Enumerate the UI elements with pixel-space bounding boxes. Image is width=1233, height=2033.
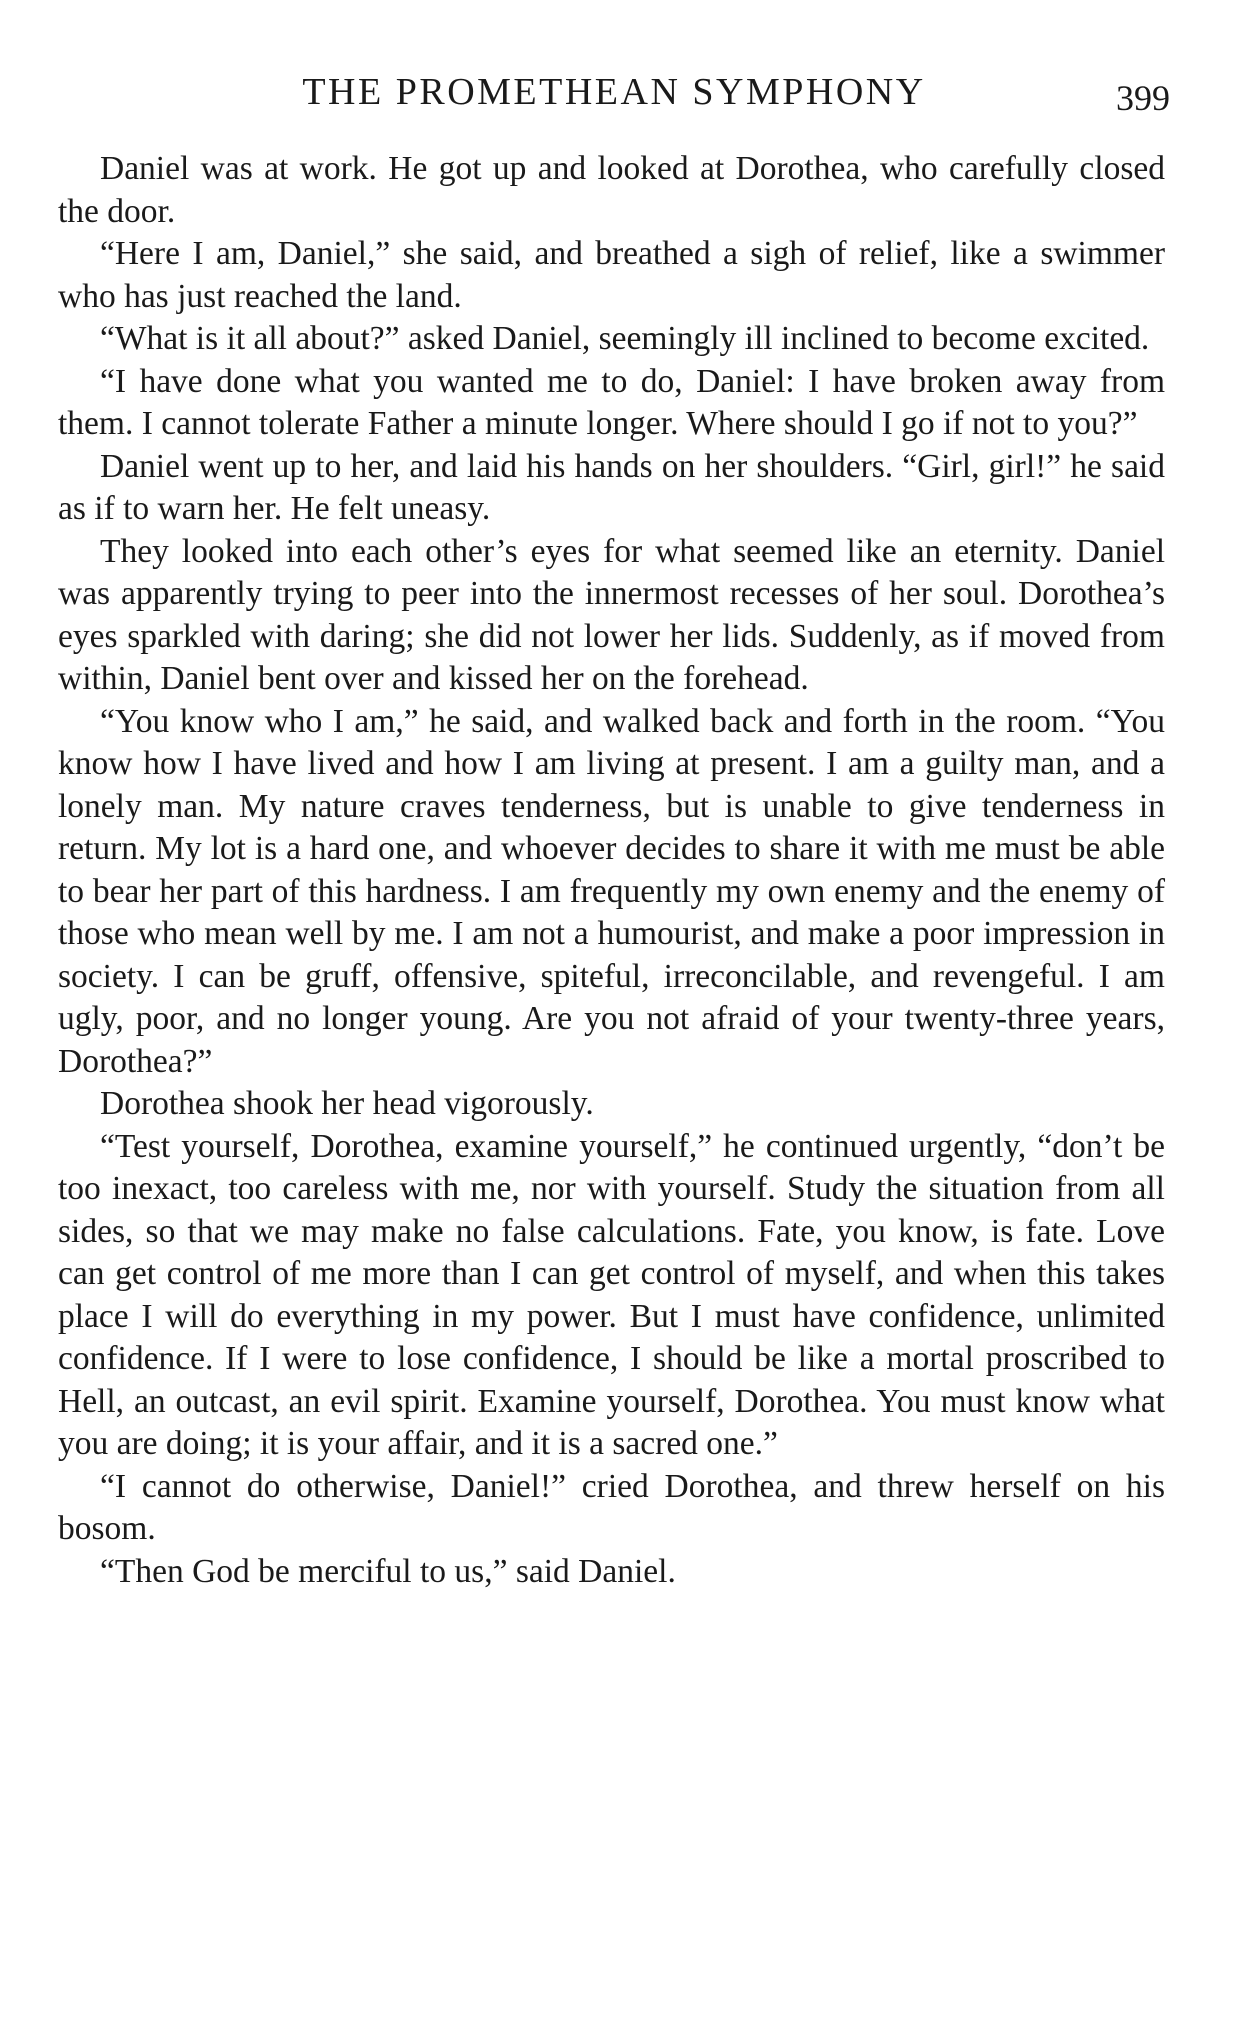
paragraph: “You know who I am,” he said, and walked back and forth in the room. “You know how I have lived and how I am living at present. I am a guilty man, and a lonely man. My nature craves tenderness, but is unable to give tenderness in return. My lot is a hard one, and whoever decides to share it with me must be able to bear her part of this hardness. I am frequently my own enemy and the enemy of those who mean well by me. I am not a humourist, and make a poor impression in society. I can be gruff, offensive, spiteful, irreconcilable, and revengeful. I am ugly, poor, and no longer young. Are you not afraid of your twenty-three years, Dorothea?” (58, 702, 1165, 1080)
running-title: THE PROMETHEAN SYMPHONY (302, 71, 926, 113)
running-head (58, 62, 1170, 122)
paragraph: Daniel went up to her, and laid his hands on her shoulders. “Girl, girl!” he said as if to warn her. He felt uneasy. (58, 447, 1165, 527)
paragraph: “Test yourself, Dorothea, examine yourself,” he continued urgently, “don’t be too inexact, too careless with me, nor with yourself. Study the situation from all sides, so that we may make no false calculations. Fate, you know, is fate. Love can get control of me more than I can get control of myself, and when this takes place I will do everything in my power. But I must have confidence, unlimited confidence. If I were to lose confidence, I should be like a mortal proscribed to Hell, an outcast, an evil spirit. Examine yourself, Dorothea. You must know what you are doing; it is your affair, and it is a sacred one.” (58, 1127, 1165, 1462)
paragraph: Daniel was at work. He got up and looked at Dorothea, who carefully closed the door. (58, 150, 1165, 230)
paragraph: “Here I am, Daniel,” she said, and breathed a sigh of relief, like a swimmer who has just reached the land. (58, 235, 1165, 315)
body-text (58, 148, 1165, 1593)
paragraph: They looked into each other’s eyes for what seemed like an eternity. Daniel was apparently trying to peer into the innermost recesses of her soul. Dorothea’s eyes sparkled with daring; she did not lower her lids. Suddenly, as if moved from within, Daniel bent over and kissed her on the forehead. (58, 532, 1165, 697)
paragraph: Dorothea shook her head vigorously. (100, 1085, 594, 1122)
page-number: 399 (1116, 78, 1170, 118)
paragraph: “I have done what you wanted me to do, Daniel: I have broken away from them. I cannot tolerate Father a minute longer. Where should I go if not to you?” (58, 362, 1165, 442)
paragraph: “I cannot do otherwise, Daniel!” cried Dorothea, and threw herself on his bosom. (58, 1467, 1165, 1547)
paragraph: “What is it all about?” asked Daniel, seemingly ill inclined to become excited. (100, 320, 1150, 357)
paragraph: “Then God be merciful to us,” said Daniel. (100, 1552, 676, 1590)
